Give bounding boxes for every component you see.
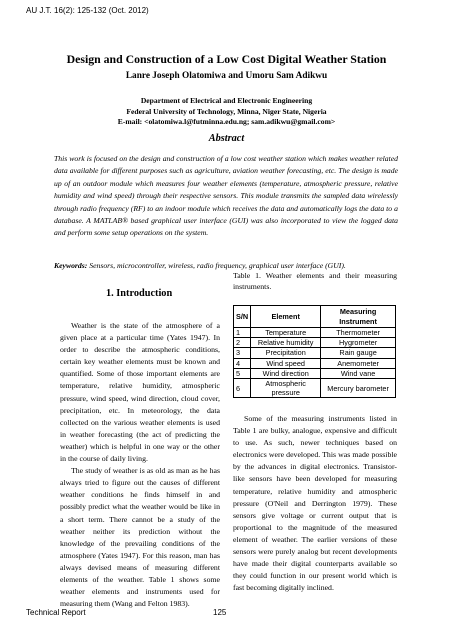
table-cell: Atmospheric pressure [251,379,321,398]
authors: Lanre Joseph Olatomiwa and Umoru Sam Adikwu [125,71,328,81]
table-header-cell: Element [251,306,321,328]
right-paragraph: Some of the measuring instruments listed in Table 1 are bulky, analogue, expensive and difficult to use. As such, newer techniques based on electronics were developed. This was made possible by the advances in digital electronics. Transistor-like sensors have been developed for measuring temperature, relative humidity and atmospheric pressure (O'Neil and Derrington 1979). These sensors give voltage or current output that is proportional to the magnitude of the measured element of weather. The earlier versions of these sensors were purely analog but recent developments have made their digital counterparts available so they could function in our present world which is fast becoming digitally inclined. [233,414,397,593]
weather-instruments-table [233,305,396,398]
table-row [234,348,396,358]
intro-paragraph: Weather is the state of the atmosphere of a given place at a particular time (Yates 1947). In order to describe the atmospheric conditions, certain key weather elements must be known and quantified. Some of those important elements are temperature, relative humidity, atmospheric pressure, wind speed, wind direction, cloud cover, precipitation, etc. In meteorology, the data collected on the various weather elements is used in weather forecasting (the act of predicting the weather) which is helpful in one way or the other in the course of daily living. [60,321,220,464]
table-cell: 2 [234,338,251,348]
paper-title: Design and Construction of a Low Cost Digital Weather Station [66,52,387,66]
table-header-row [234,306,396,328]
abstract-heading: Abstract [208,133,245,144]
table-cell: Anemometer [321,358,396,368]
table-cell: Wind vane [321,368,396,378]
table-cell: 1 [234,328,251,338]
page-number: 125 [213,608,227,617]
keywords-label: Keywords: [54,261,88,270]
journal-header: AU J.T. 16(2): 125-132 (Oct. 2012) [26,6,149,15]
section-heading-introduction: 1. Introduction [106,288,173,299]
table-cell: Thermometer [321,328,396,338]
table-cell: Hygrometer [321,338,396,348]
table-cell: Mercury barometer [321,379,396,398]
table-cell: Wind direction [251,368,321,378]
table-cell: 6 [234,379,251,398]
table-cell: 3 [234,348,251,358]
affiliation-department: Department of Electrical and Electronic Engineering [140,96,313,105]
table-row [234,379,396,398]
table-cell: 5 [234,368,251,378]
footer-label: Technical Report [26,608,86,617]
table-row [234,368,396,378]
table-cell: Precipitation [251,348,321,358]
table-cell: Temperature [251,328,321,338]
intro-paragraph: The study of weather is as old as man as he has always tried to figure out the causes of different weather conditions he finds himself in and possibly predict what the weather would be like in a short term. There cannot be a study of the weather neither its prediction without the knowledge of the prevailing conditions of the atmosphere (Yates 1947). For this reason, man has always devised means of measuring different elements of the weather. Table 1 shows some weather elements and instruments used for measuring them (Wang and Felton 1983). [60,466,220,609]
table-row [234,338,396,348]
affiliation-university: Federal University of Technology, Minna, Niger State, Nigeria [126,106,327,116]
table-row [234,328,396,338]
affiliation [0,96,453,128]
affiliation-email: E-mail: <olatomiwa.l@futminna.edu.ng; sam.adikwu@gmail.com> [117,117,336,126]
intro-right-column [233,413,397,594]
table-header-cell: S/N [234,306,251,328]
table-row [234,358,396,368]
table-header-cell: Measuring Instrument [321,306,396,328]
keywords-text: Sensors, microcontroller, wireless, radio frequency, graphical user interface (GUI). [87,261,346,270]
table-caption: Table 1. Weather elements and their measuring instruments. [233,271,397,291]
table-cell: 4 [234,358,251,368]
intro-left-column [60,320,220,610]
table-cell: Wind speed [251,358,321,368]
abstract-body: This work is focused on the design and construction of a low cost weather station which makes weather related data available for different purposes such as agriculture, aviation weather forecasting, etc. The design is made up of an outdoor module which measures four weather elements (temperature, atmospheric pressure, relative humidity and wind speed) through their respective sensors. This module transmits the sampled data wirelessly through radio frequency (RF) to an indoor module which receives the data and automatically logs the data to a database. A MATLAB® based graphical user interface (GUI) was also incorporated to view the logged data and perform some setup operations on the system. [54,154,398,238]
table-cell: Relative humidity [251,338,321,348]
table-cell: Rain gauge [321,348,396,358]
